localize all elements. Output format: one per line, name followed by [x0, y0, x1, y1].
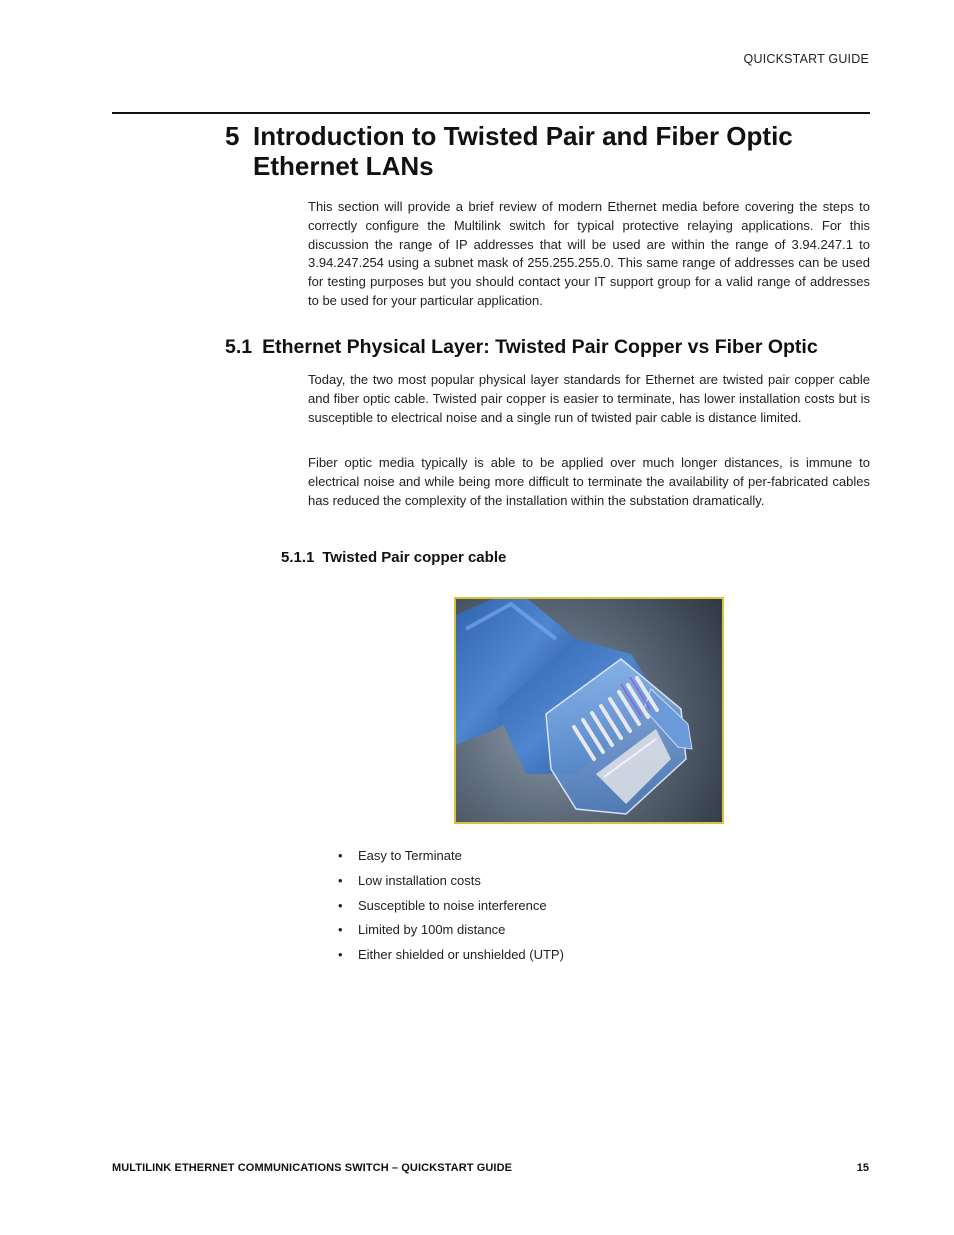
list-item-text: Limited by 100m distance — [358, 922, 506, 938]
paragraph-fiber-optic: Fiber optic media typically is able to be applied over much longer distances, is immune to electrical noise and while being more difficult to terminate the availability of per-fabricated cables has reduced the complexity of the installation within the substation dramatically. — [308, 455, 870, 508]
section-heading — [225, 121, 870, 181]
list-item — [336, 896, 564, 921]
page-number: 15 — [856, 1162, 869, 1174]
subsubsection-heading — [281, 549, 506, 566]
list-item-text: Easy to Terminate — [358, 848, 462, 863]
list-item — [336, 871, 564, 896]
section-number: 5 — [225, 121, 240, 151]
feature-list — [336, 846, 564, 970]
list-item-text: Susceptible to noise interference — [358, 897, 547, 913]
paragraph-twisted-pair: Today, the two most popular physical layer standards for Ethernet are twisted pair copper cable and fiber optic cable. Twisted pair copper is easier to terminate, has lower installation costs but is susceptible to electrical noise and a single run of twisted pair cable is distance limited. — [308, 372, 870, 425]
running-header: QUICKSTART GUIDE — [743, 52, 869, 66]
bullet-icon: • — [338, 897, 343, 913]
section-intro-paragraph: This section will provide a brief review of modern Ethernet media before covering the steps to correctly configure the Multilink switch for typical protective relaying applications. For this discussion the range of IP addresses that will be used are within the range of 3.94.247.1 to 3.94.247.254 using a subnet mask of 255.255.255.0. This same range of addresses can be used for testing purposes but you should contact your IT support group for a valid range of addresses to be used for your particular application. — [308, 199, 870, 308]
subsection-title: Ethernet Physical Layer: Twisted Pair Copper vs Fiber Optic — [262, 336, 818, 358]
list-item — [336, 920, 564, 945]
list-item-text: Low installation costs — [358, 872, 481, 888]
subsection-heading — [225, 336, 870, 359]
subsubsection-title: Twisted Pair copper cable — [322, 549, 507, 566]
header-rule — [112, 112, 870, 114]
subsection-number: 5.1 — [225, 336, 253, 358]
list-item — [336, 945, 564, 970]
subsubsection-number: 5.1.1 — [281, 549, 315, 566]
list-item — [336, 846, 564, 871]
bullet-icon: • — [338, 922, 343, 938]
rj45-connector-icon — [456, 599, 722, 822]
footer-title: MULTILINK ETHERNET COMMUNICATIONS SWITCH – QUICKSTART GUIDE — [112, 1162, 513, 1174]
bullet-icon: • — [338, 848, 343, 863]
rj45-connector-photo — [454, 597, 724, 824]
bullet-icon: • — [338, 947, 343, 963]
section-title: Introduction to Twisted Pair and Fiber Optic Ethernet LANs — [253, 121, 793, 181]
list-item-text: Either shielded or unshielded (UTP) — [358, 947, 564, 963]
bullet-icon: • — [338, 872, 343, 888]
